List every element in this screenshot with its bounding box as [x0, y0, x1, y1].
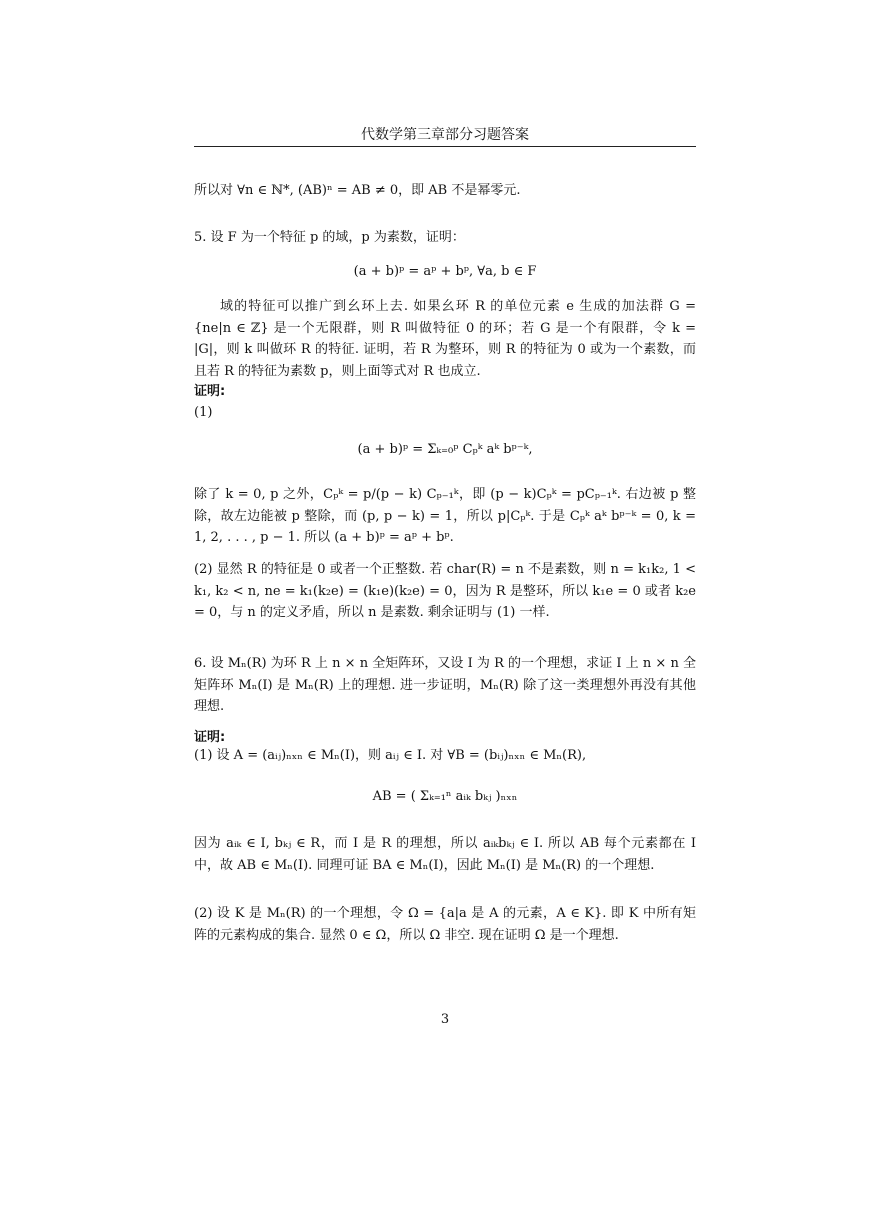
page-number: 3 — [440, 1012, 450, 1027]
problem-5-statement: 5. 设 F 为一个特征 p 的域，p 为素数，证明： — [194, 230, 465, 245]
proof-label-5: 证明: — [194, 384, 226, 399]
proof-6-line-1: (1) 设 A = (aᵢⱼ)ₙₓₙ ∈ Mₙ(I)，则 aᵢⱼ ∈ I. 对 ∀B = (bᵢⱼ)ₙₓₙ ∈ Mₙ(R), — [194, 748, 587, 763]
proof-6-paragraph-2: (2) 设 K 是 Mₙ(R) 的一个理想，令 Ω = {a|a 是 A 的元素，A ∈ K}. 即 K 中所有矩阵的元素构成的集合. 显然 0 ∈ Ω，所以 Ω 非空. 现在证明 Ω 是一个理想. — [194, 906, 696, 943]
proof-5-paragraph-1: 除了 k = 0, p 之外，Cₚᵏ = p/(p − k) Cₚ₋₁ᵏ，即 (p − k)Cₚᵏ = pCₚ₋₁ᵏ. 右边被 p 整除，故左边能被 p 整除，而 (p, p − k) = 1，所以 p|Cₚᵏ. 于是 Cₚᵏ aᵏ bᵖ⁻ᵏ = 0, k = 1, 2, . . . , p − 1. 所以 (a + b)ᵖ = aᵖ + bᵖ. — [194, 487, 696, 545]
problem-5-formula: (a + b)ᵖ = aᵖ + bᵖ, ∀a, b ∈ F — [353, 264, 537, 279]
header-rule — [194, 146, 696, 147]
proof-5-paragraph-2: (2) 显然 R 的特征是 0 或者一个正整数. 若 char(R) = n 不是素数，则 n = k₁k₂, 1 < k₁, k₂ < n, ne = k₁(k₂e) = (k₁e)(k₂e) = 0，因为 R 是整环，所以 k₁e = 0 或者 k₂e = 0，与 n 的定义矛盾，所以 n 是素数. 剩余证明与 (1) 一样. — [194, 562, 696, 620]
proof-label-6: 证明: — [194, 730, 226, 745]
proof-part-1-label: (1) — [194, 405, 213, 420]
page-header: 代数学第三章部分习题答案 — [361, 127, 529, 143]
proof-6-paragraph-1: 因为 aᵢₖ ∈ I, bₖⱼ ∈ R，而 I 是 R 的理想，所以 aᵢₖbₖⱼ ∈ I. 所以 AB 每个元素都在 I 中，故 AB ∈ Mₙ(I). 同理可证 BA ∈ Mₙ(I)，因此 Mₙ(I) 是 Mₙ(R) 的一个理想. — [194, 836, 696, 873]
problem-5-remark: 域的特征可以推广到幺环上去. 如果幺环 R 的单位元素 e 生成的加法群 G = {ne|n ∈ ℤ} 是一个无限群，则 R 叫做特征 0 的环；若 G 是一个有限群，令 k = |G|，则 k 叫做环 R 的特征. 证明，若 R 为整环，则 R 的特征为 0 或为一个素数，而且若 R 的特征为素数 p，则上面等式对 R 也成立. — [194, 299, 696, 379]
problem-6-statement: 6. 设 Mₙ(R) 为环 R 上 n × n 全矩阵环，又设 I 为 R 的一个理想，求证 I 上 n × n 全矩阵环 Mₙ(I) 是 Mₙ(R) 上的理想. 进一步证明，Mₙ(R) 除了这一类理想外再没有其他理想. — [194, 656, 696, 714]
binomial-expansion-formula: (a + b)ᵖ = Σₖ₌₀ᵖ Cₚᵏ aᵏ bᵖ⁻ᵏ, — [357, 442, 533, 457]
paragraph-conclusion: 所以对 ∀n ∈ ℕ*, (AB)ⁿ = AB ≠ 0，即 AB 不是幂零元. — [194, 183, 521, 198]
matrix-product-formula: AB = ( Σₖ₌₁ⁿ aᵢₖ bₖⱼ )ₙₓₙ — [372, 789, 518, 804]
